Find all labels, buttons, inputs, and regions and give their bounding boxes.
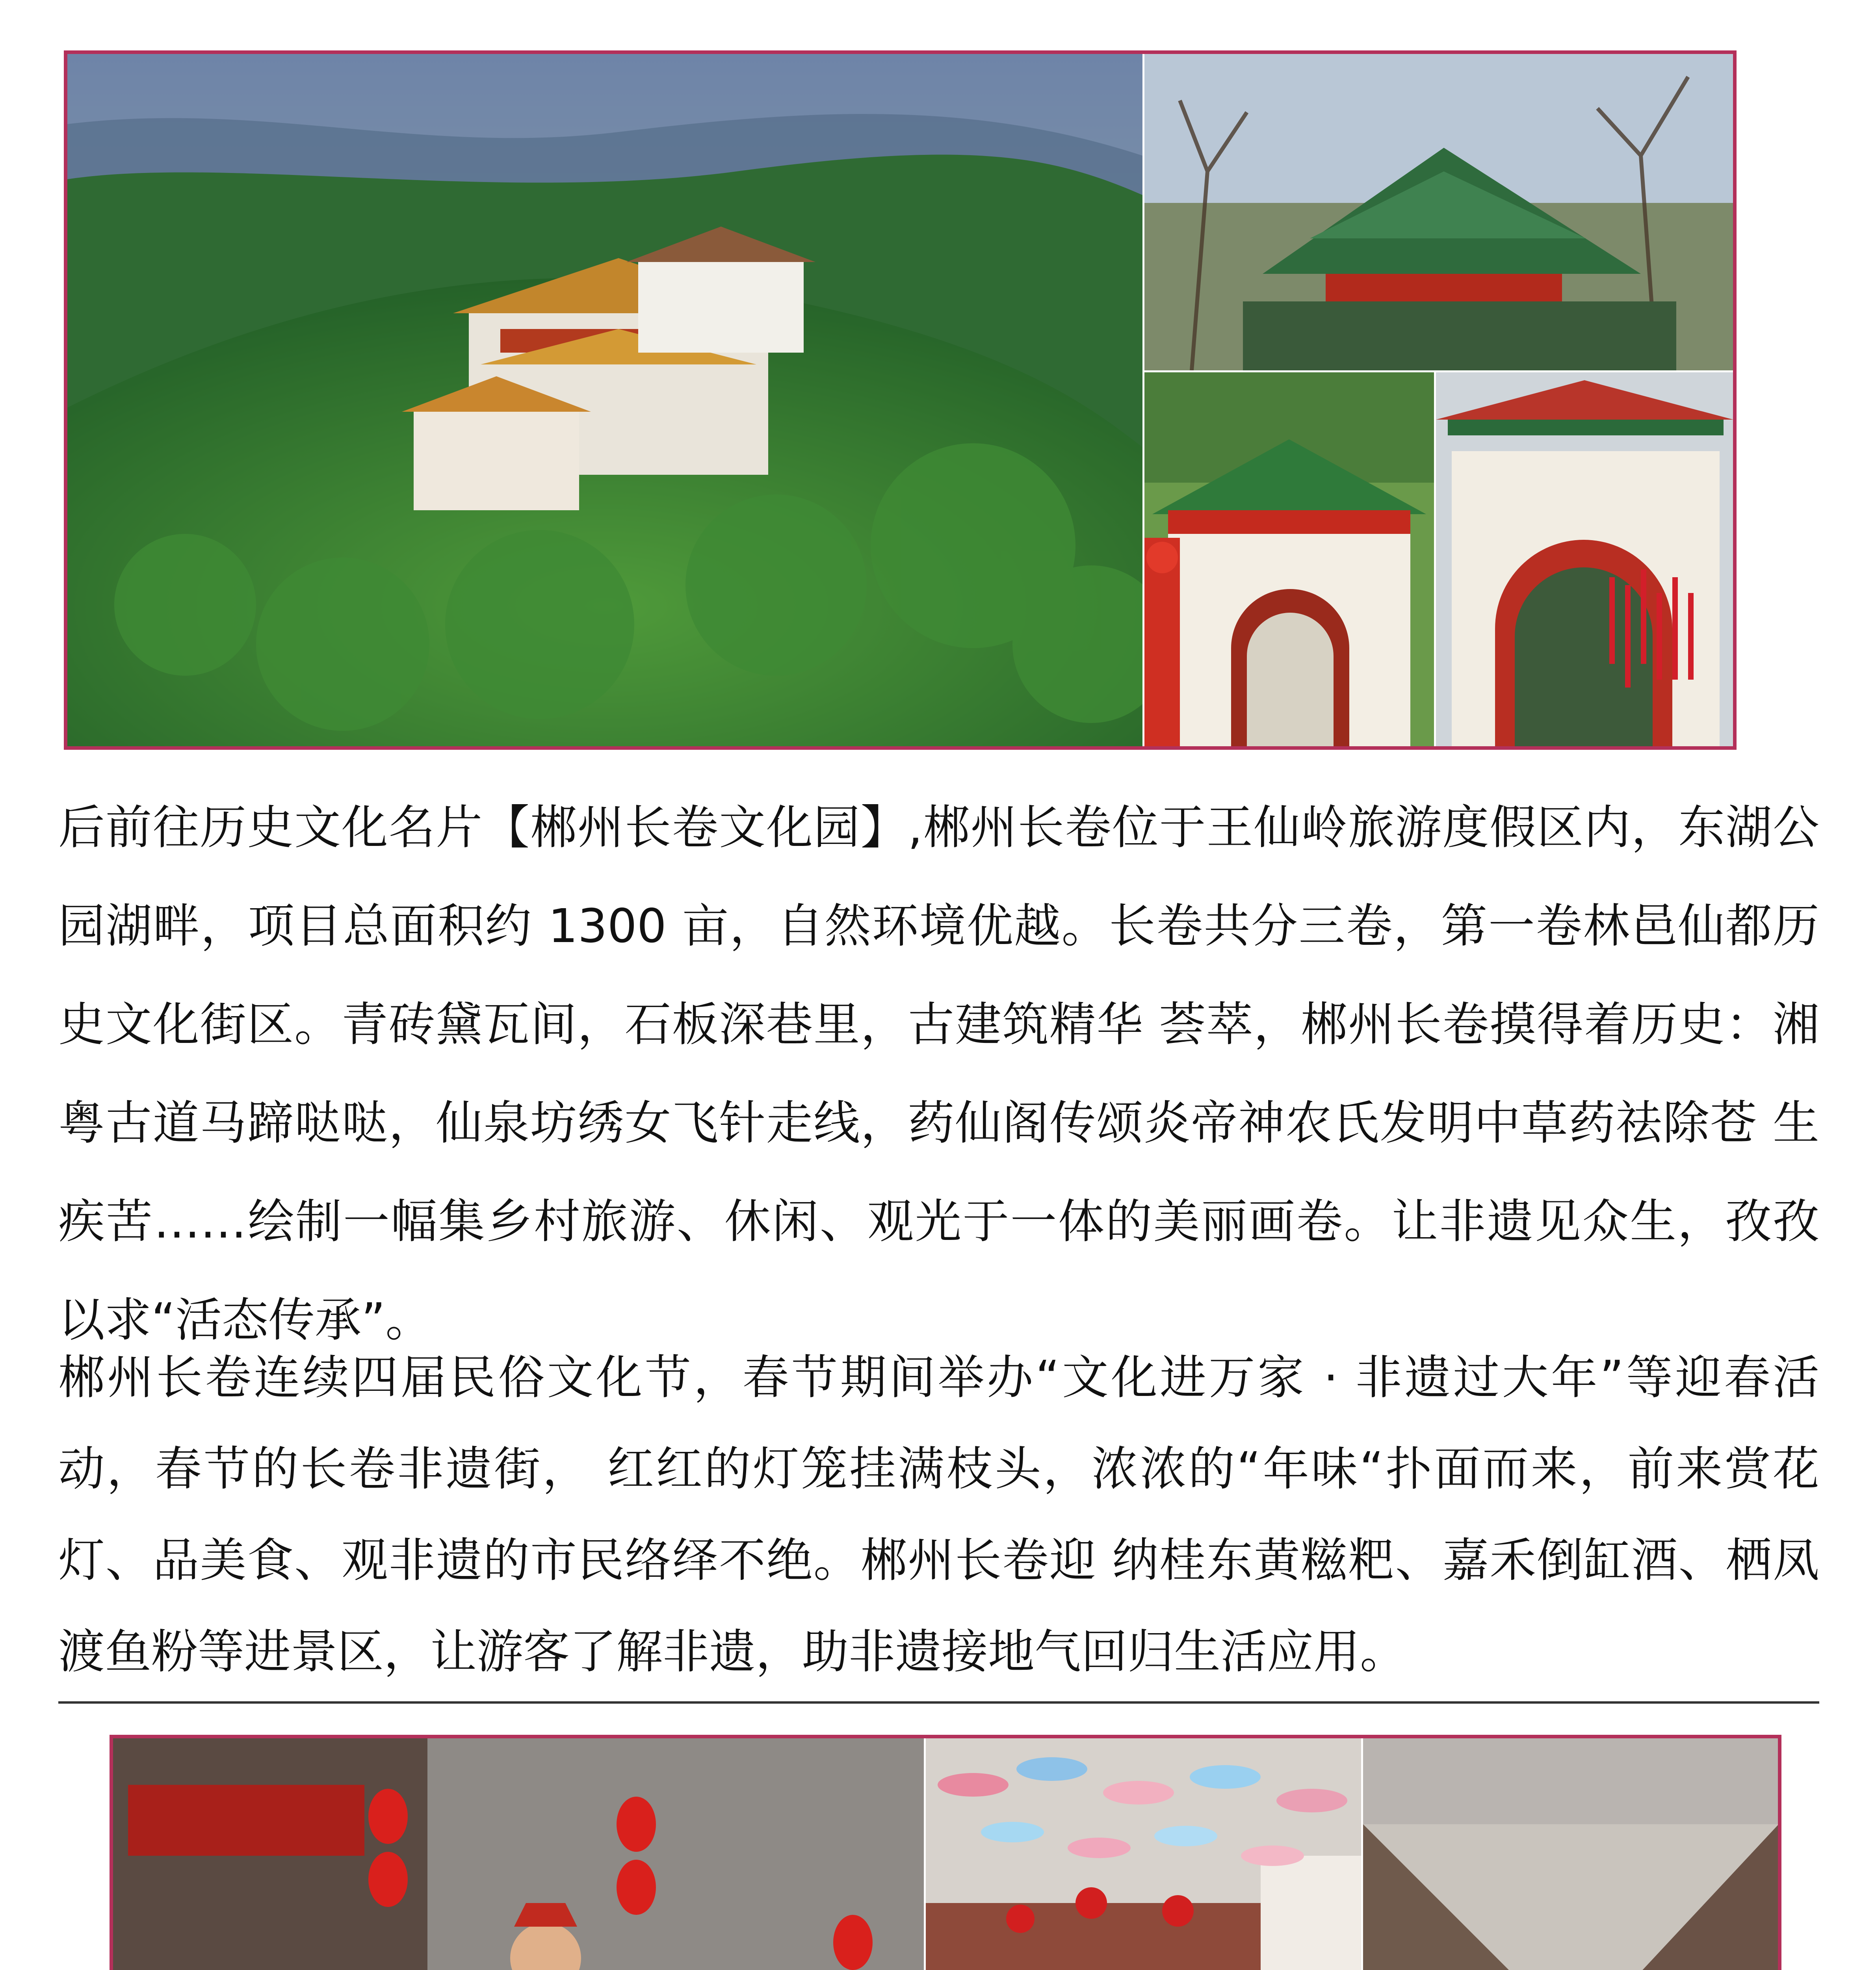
- section-divider: [58, 1701, 1819, 1704]
- top-gallery-frame: [64, 50, 1737, 750]
- folk-festival-paragraph: 郴州长卷连续四届民俗文化节，春节期间举办“文化进万家 · 非遗过大年”等迎春活动，春节的长卷非遗街， 红红的灯笼挂满枝头，浓浓的“年味“扑面而来，前来赏花灯、品美食、观非遗的市民络绎不绝。郴州长卷迎 纳桂东黄糍粑、嘉禾倒缸酒、栖凤渡鱼粉等进景区，让游客了解非遗，助非遗接地气回归生活应用。: [58, 1350, 1819, 1679]
- bottom-gallery-frame: [110, 1735, 1781, 1970]
- intro-paragraph-chenzhou-scroll: 后前往历史文化名片【郴州长卷文化园】,郴州长卷位于王仙岭旅游度假区内，东湖公园湖畔，项目总面积约 1300 亩，自然环境优越。长卷共分三卷，第一卷林邑仙都历史文化街区。青砖黛瓦间，石板深巷里，古建筑精华 荟萃，郴州长卷摸得着历史：湘粤古道马蹄哒哒，仙泉坊绣女飞针走线，药仙阁传颂炎帝神农氏发明中草药祛除苍 生疾苦……绘制一幅集乡村旅游、休闲、观光于一体的美丽画卷。让非遗见众生，孜孜以求“活态传承”。: [58, 800, 1819, 1347]
